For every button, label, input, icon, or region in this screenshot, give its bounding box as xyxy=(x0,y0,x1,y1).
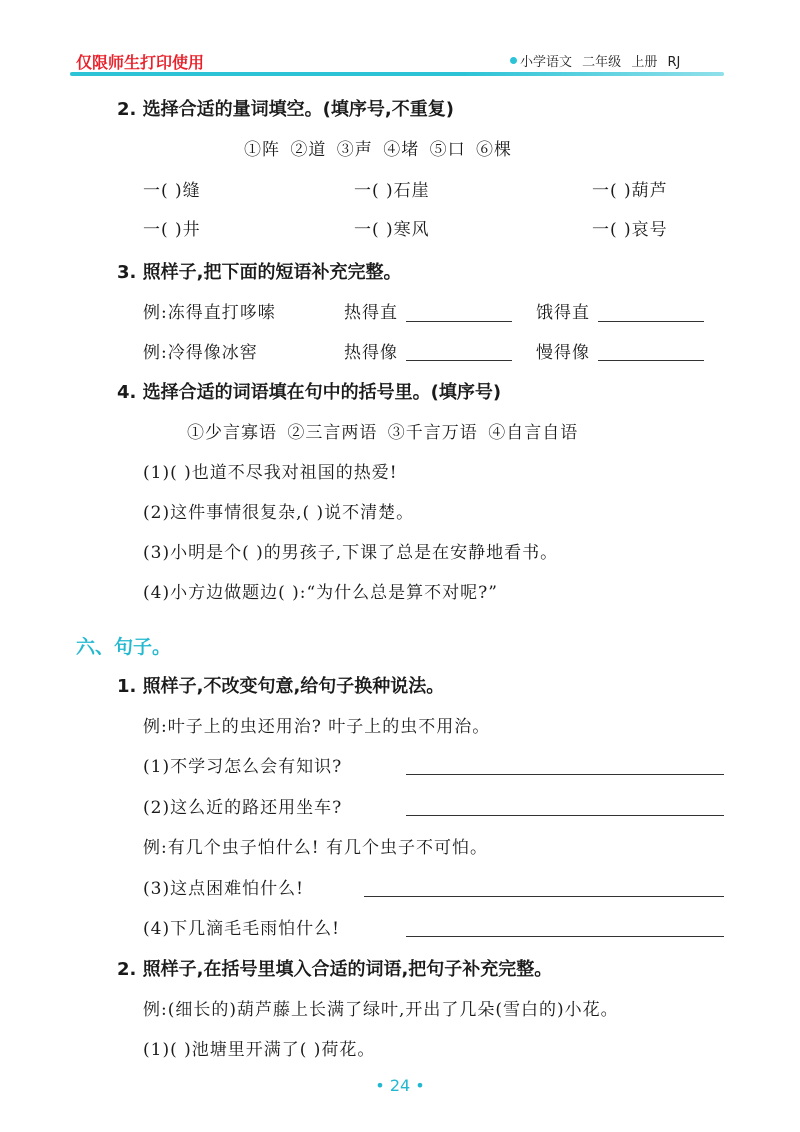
q3-answer-line[interactable] xyxy=(406,360,512,361)
q4-options: ①少言寡语 ②三言两语 ③千言万语 ④自言自语 xyxy=(187,423,579,443)
s6-q2-example: 例:(细长的)葫芦藤上长满了绿叶,开出了几朵(雪白的)小花。 xyxy=(143,1000,619,1020)
q2-item-2: 一( )石崖 xyxy=(354,181,430,201)
s6-q1-item-4: (4)下几滴毛毛雨怕什么! xyxy=(143,919,340,939)
q2-item-5: 一( )寒风 xyxy=(354,220,430,240)
q2-item-4: 一( )井 xyxy=(143,220,201,240)
q4-item-4: (4)小方边做题边( ):“为什么总是算不对呢?” xyxy=(143,583,498,603)
page-number: • 24 • xyxy=(375,1076,425,1095)
s6-answer-line[interactable] xyxy=(364,896,724,897)
header-dot-icon xyxy=(510,57,517,64)
s6-q1-item-3: (3)这点困难怕什么! xyxy=(143,879,304,899)
q4-item-2: (2)这件事情很复杂,( )说不清楚。 xyxy=(143,503,415,523)
s6-q2-item-1: (1)( )池塘里开满了( )荷花。 xyxy=(143,1040,376,1060)
header-edition: RJ xyxy=(667,55,681,70)
q3-example-2: 例:冷得像冰窖 xyxy=(143,343,258,363)
q3-example-1: 例:冻得直打哆嗦 xyxy=(143,303,276,323)
q2-item-1: 一( )缝 xyxy=(143,181,201,201)
s6-q1-item-2: (2)这么近的路还用坐车? xyxy=(143,798,343,818)
q3-prompt-2b: 慢得像 xyxy=(536,343,590,363)
watermark-label: 仅限师生打印使用 xyxy=(76,53,205,72)
section-6-title: 六、句子。 xyxy=(76,636,172,658)
header-subject: 小学语文 xyxy=(520,55,573,70)
q4-item-3: (3)小明是个( )的男孩子,下课了总是在安静地看书。 xyxy=(143,543,559,563)
q2-options: ①阵 ②道 ③声 ④堵 ⑤口 ⑥棵 xyxy=(244,140,513,160)
q3-answer-line[interactable] xyxy=(598,360,704,361)
q3-prompt-1a: 热得直 xyxy=(344,303,398,323)
q3-prompt-1b: 饿得直 xyxy=(536,303,590,323)
q2-item-3: 一( )葫芦 xyxy=(592,181,668,201)
s6-q1-example-2: 例:有几个虫子怕什么! 有几个虫子不可怕。 xyxy=(143,838,488,858)
q3-answer-line[interactable] xyxy=(406,321,512,322)
header-volume: 上册 xyxy=(631,55,658,70)
header-rule xyxy=(70,72,724,76)
q2-item-6: 一( )哀号 xyxy=(592,220,668,240)
q3-title: 3. 照样子,把下面的短语补充完整。 xyxy=(117,262,402,283)
header-info xyxy=(520,51,680,70)
s6-answer-line[interactable] xyxy=(406,936,724,937)
s6-q1-example-1: 例:叶子上的虫还用治? 叶子上的虫不用治。 xyxy=(143,717,491,737)
s6-q2-title: 2. 照样子,在括号里填入合适的词语,把句子补充完整。 xyxy=(117,959,553,980)
s6-answer-line[interactable] xyxy=(406,815,724,816)
s6-q1-title: 1. 照样子,不改变句意,给句子换种说法。 xyxy=(117,676,445,697)
s6-q1-item-1: (1)不学习怎么会有知识? xyxy=(143,757,343,777)
header-grade: 二年级 xyxy=(582,55,622,70)
q2-title: 2. 选择合适的量词填空。(填序号,不重复) xyxy=(117,99,454,120)
q3-prompt-2a: 热得像 xyxy=(344,343,398,363)
s6-answer-line[interactable] xyxy=(406,774,724,775)
q4-item-1: (1)( )也道不尽我对祖国的热爱! xyxy=(143,463,398,483)
q3-answer-line[interactable] xyxy=(598,321,704,322)
q4-title: 4. 选择合适的词语填在句中的括号里。(填序号) xyxy=(117,382,502,403)
